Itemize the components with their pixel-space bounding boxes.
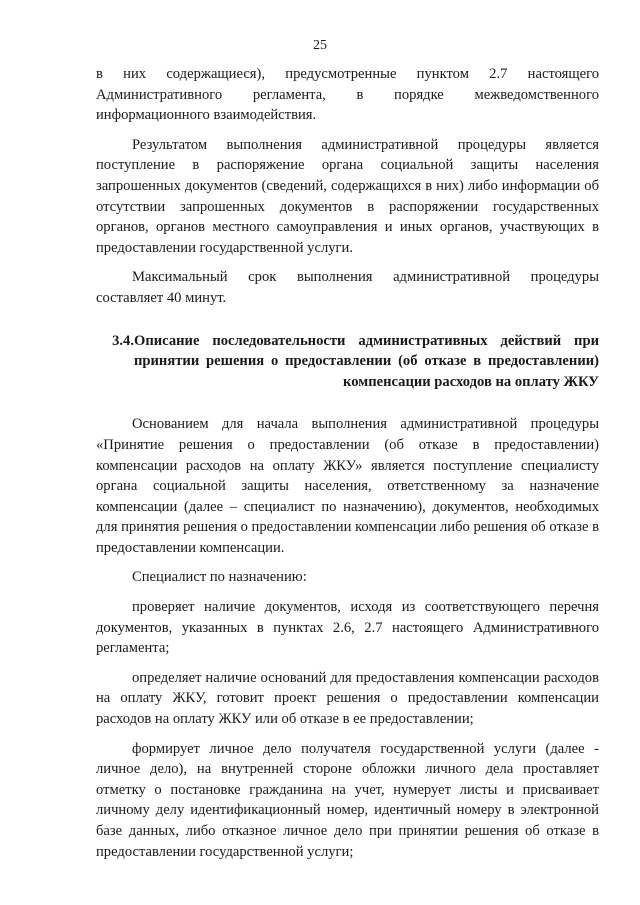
page-number: 25: [313, 38, 327, 53]
section-heading: [96, 331, 599, 393]
section-title: Описание последовательности административных действий при принятии решения о предоставлении (об отказе в предоставлении) компенсации расходов на оплату ЖКУ: [134, 332, 599, 390]
paragraph-continuation: в них содержащиеся), предусмотренные пунктом 2.7 настоящего Административного регламента, в порядке межведомственного информационного взаимодействия.: [96, 66, 599, 124]
paragraph-specialist: Специалист по назначению:: [132, 569, 307, 586]
paragraph-result: Результатом выполнения административной процедуры является поступление в распоряжение органа социальной защиты населения запрошенных документов (сведений, содержащихся в них) либо информации об отсутствии запрошенных документов в распоряжении государственных органов, органов местного самоуправления и иных органов, участвующих в предоставлении государственной услуги.: [96, 136, 599, 256]
list-item-determine-grounds: определяет наличие оснований для предоставления компенсации расходов на оплату ЖКУ, готовит проект решения о предоставлении компенсации расходов на оплату ЖКУ или об отказе в ее предоставлении;: [96, 669, 599, 728]
list-item-form-personal-file: формирует личное дело получателя государственной услуги (далее - личное дело), на внутренней стороне обложки личного дела проставляет отметку о постановке гражданина на учет, нумерует листы и присваивает личному делу идентификационный номер, идентичный номеру в электронной базе данных, либо отказное личное дело при принятии решения об отказе в предоставлении государственной услуги;: [96, 740, 599, 860]
paragraph-basis: Основанием для начала выполнения административной процедуры «Принятие решения о предоставлении (об отказе в предоставлении) компенсации расходов на оплату ЖКУ» является поступление специалисту органа социальной защиты населения, ответственному за назначение компенсации (далее – специалист по назначению), документов, необходимых для принятия решения о предоставлении компенсации либо решения об отказе в предоставлении компенсации.: [96, 416, 599, 556]
section-number: 3.4.: [112, 332, 134, 349]
list-item-check-documents: проверяет наличие документов, исходя из соответствующего перечня документов, указанных в пунктах 2.6, 2.7 настоящего Административного регламента;: [96, 599, 599, 657]
document-body: [96, 64, 599, 862]
paragraph-max-time: Максимальный срок выполнения административной процедуры составляет 40 минут.: [96, 269, 599, 306]
